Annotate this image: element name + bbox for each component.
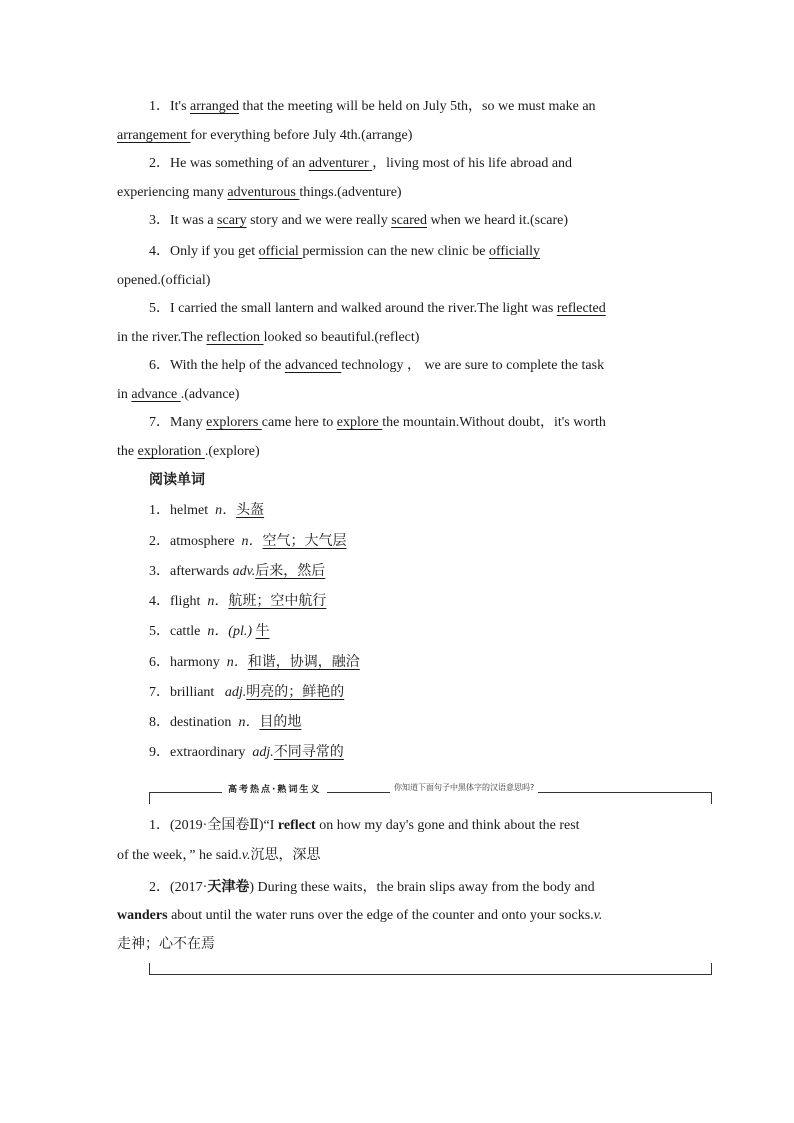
- hot-item-1-line-1: 1．(2019·全国卷Ⅱ)“I reflect on how my day's gone and think about the rest: [149, 818, 580, 833]
- exercise-4-line-2: opened.(official): [117, 273, 211, 288]
- exercise-6-line-2: in advance .(advance): [117, 387, 240, 402]
- exercise-1-line-2: arrangement for everything before July 4th.(arrange): [117, 128, 413, 143]
- vocab-item: 7．brilliant adj.明亮的；鲜艳的: [149, 684, 345, 700]
- hot-item-2-line-1: 2．(2017·天津卷) During these waits，the brain slips away from the body and: [149, 879, 595, 895]
- vocab-heading: 阅读单词: [149, 472, 205, 488]
- banner-title: 高考热点·熟词生义: [222, 782, 327, 795]
- banner-note: 你知道下面句子中黑体字的汉语意思吗?: [390, 782, 538, 793]
- exercise-5-line-2: in the river.The reflection looked so beautiful.(reflect): [117, 330, 420, 345]
- hot-item-2-line-3: 走神；心不在焉: [117, 936, 215, 952]
- exercise-3-line-1: 3．It was a scary story and we were really scared when we heard it.(scare): [149, 213, 569, 228]
- vocab-item: 8．destination n．目的地: [149, 714, 302, 730]
- exercise-2-line-1: 2．He was something of an adventurer ，living most of his life abroad and: [149, 156, 573, 171]
- vocab-item: 5．cattle n．(pl.) 牛: [149, 623, 270, 639]
- exercise-4-line-1: 4．Only if you get official permission can the new clinic be officially: [149, 244, 540, 259]
- exercise-5-line-1: 5．I carried the small lantern and walked around the river.The light was reflected: [149, 301, 606, 316]
- exercise-6-line-1: 6．With the help of the advanced technology ， we are sure to complete the task: [149, 358, 605, 373]
- exercise-7-line-1: 7．Many explorers came here to explore the mountain.Without doubt，it's worth: [149, 415, 606, 430]
- vocab-item: 1．helmet n．头盔: [149, 502, 265, 518]
- vocab-item: 4．flight n．航班；空中航行: [149, 593, 327, 609]
- vocab-item: 9．extraordinary adj.不同寻常的: [149, 744, 344, 760]
- vocab-item: 2．atmosphere n．空气；大气层: [149, 533, 347, 549]
- exercise-7-line-2: the exploration .(explore): [117, 444, 260, 459]
- banner-bottom-border: [149, 963, 712, 975]
- exercise-1-line-1: 1．It's arranged that the meeting will be held on July 5th，so we must make an: [149, 99, 596, 114]
- hot-item-1-line-2: of the week，” he said.v.沉思，深思: [117, 847, 321, 863]
- vocab-item: 3．afterwards adv.后来，然后: [149, 563, 326, 579]
- exercise-2-line-2: experiencing many adventurous things.(adventure): [117, 185, 402, 200]
- hot-item-2-line-2: wanders about until the water runs over the edge of the counter and onto your socks.v.: [117, 908, 603, 923]
- vocab-item: 6．harmony n．和谐，协调，融洽: [149, 654, 360, 670]
